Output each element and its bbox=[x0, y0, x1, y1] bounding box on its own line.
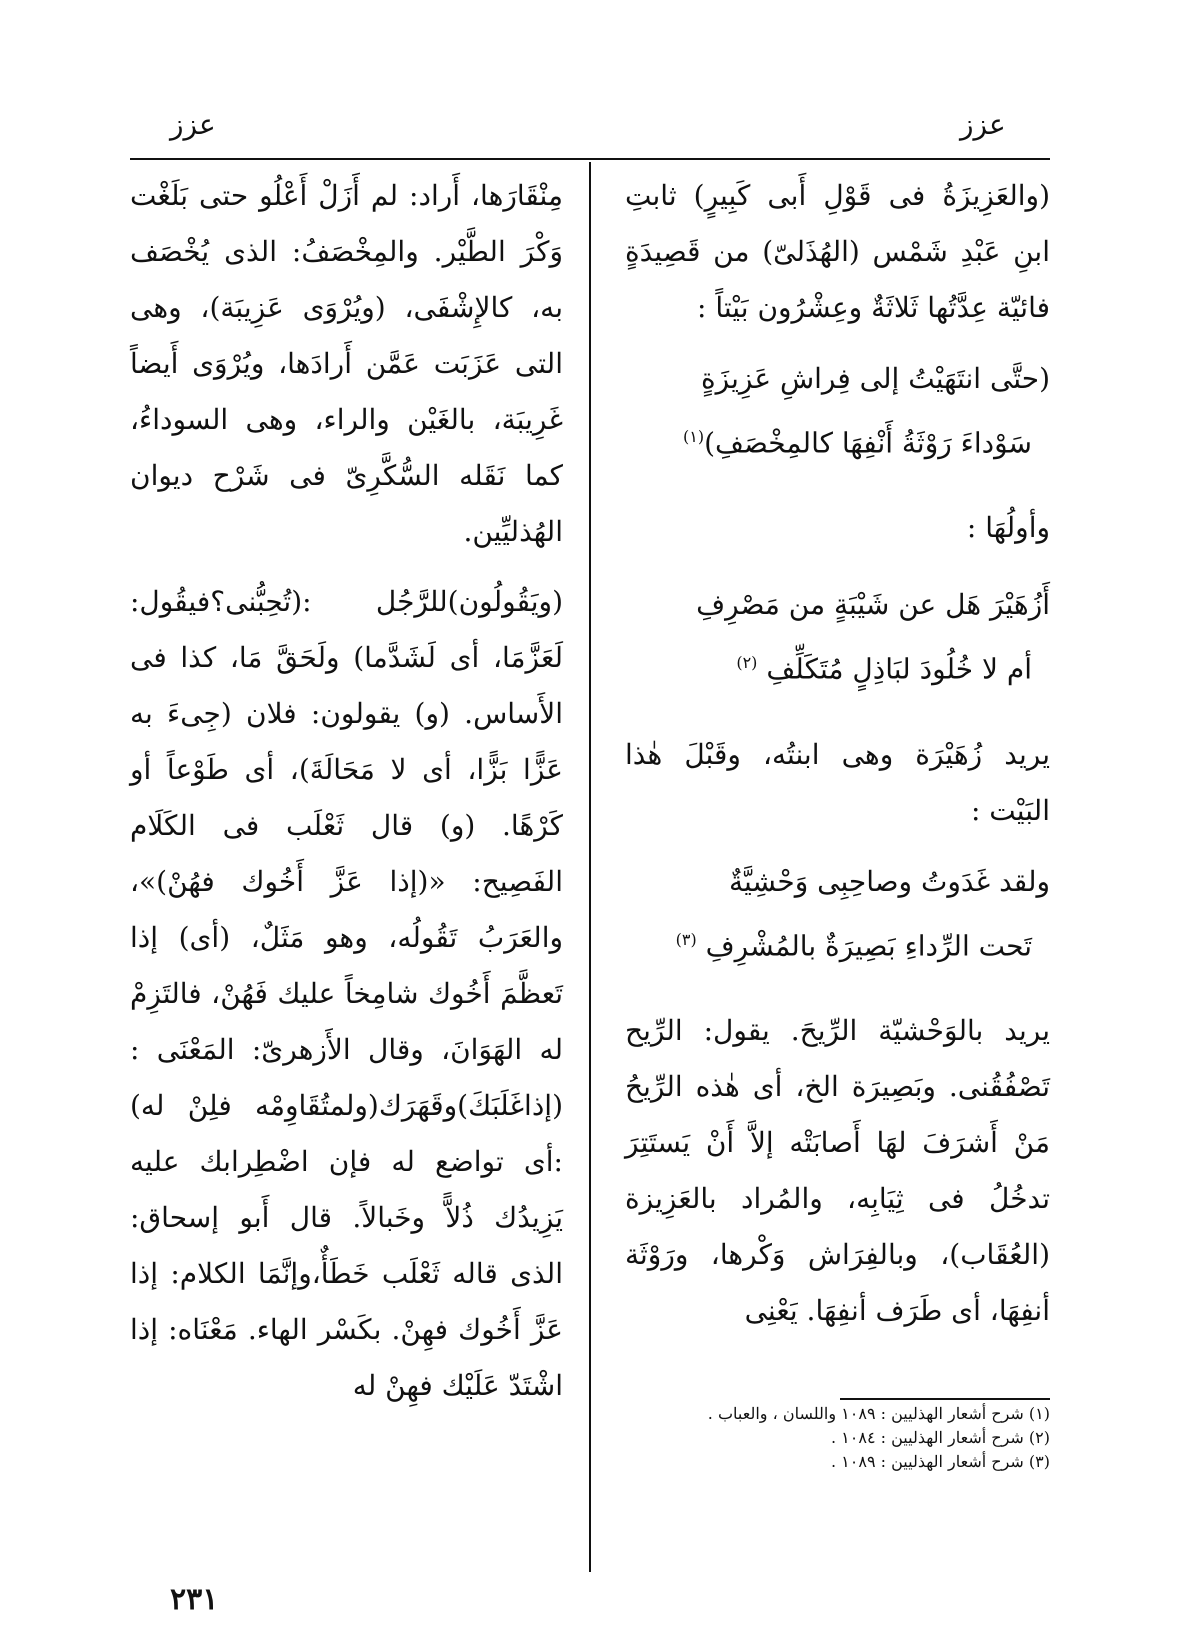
verse-3-second-half: تَحت الرِّداءِ بَصِيرَةٌ بالمُشْرِفِ $^{(٣)}$ bbox=[675, 928, 1032, 962]
verse-1 bbox=[625, 350, 1050, 472]
footnote-rule bbox=[840, 1398, 1050, 1400]
verse-1-first-half: (حتَّى انتَهَيْتُ إلى فِراشِ عَزِيزَةٍ bbox=[700, 362, 1050, 395]
paragraph-minqar: مِنْقَارَها، أَراد: لم أَزَلْ أَعْلُو حتى بَلَغْت وَكْرَ الطَّيْر. والمِخْصَفُ: الذى يُخْصَف به، كالإِشْفَى، (ويُرْوَى عَزِيبَة)، وهى التى عَزَبَت عَمَّن أَرادَها، ويُرْوَى أَيضاً غَرِيبَة، بالغَيْن والراء، وهى السوداءُ، كما نَقَله السُّكَّرِىّ فى شَرْح ديوان الهُذليِّين. bbox=[130, 179, 563, 548]
column-divider bbox=[589, 162, 591, 1572]
entry-intro: (والعَزِيزَةُ فى قَوْلِ أَبى كَبِيرٍ) ثابتِ ابنِ عَبْدِ شَمْس (الهُذَلىّ) من قَصِيدَةٍ فائيّة عِدَّتُها ثَلاثَةٌ وعِشْرُون بَيْتاً : bbox=[625, 179, 1050, 324]
verse-3 bbox=[625, 853, 1050, 975]
footnote-1: (١) شرح أشعار الهذليين : ١٠٨٩ واللسان ، والعباب . bbox=[707, 1404, 1050, 1423]
verse-2-second-half: أم لا خُلُودَ لبَاذِلٍ مُتَكَلِّفِ $^{(٢)}$ bbox=[736, 652, 1032, 686]
footnote-ref-2: (٢) bbox=[736, 653, 758, 673]
footnote-ref-3: (٣) bbox=[675, 929, 697, 949]
verse-3-first-half: ولقد غَدَوتُ وصاحِبِى وَحْشِيَّةٌ bbox=[728, 864, 1050, 898]
verse-1-second-half: سَوْداءَ رَوْثَةُ أَنْفِهَا كالمِخْصَفِ)$^{(١)}$ bbox=[683, 426, 1032, 460]
verse-2 bbox=[625, 576, 1050, 698]
paragraph-azza-akhuka: (ويَقُولُون)للرَّجُل :(تُحِبُّنى؟فيقُول: لَعَزَّمَا، أى لَشَدَّما) ولَحَقَّ مَا، كذا فى الأَساس. (و) يقولون: فلان (جِىءَ به عَزًّا بَزًّا، أى لا مَحَالَةَ)، أى طَوْعاً أو كَرْهًا. (و) قال ثَعْلَب فى الكَلَام الفَصِيح: «(إذا عَزَّ أَخُوك فهُنْ)»، والعَرَبُ تَقُولُه، وهو مَثَلٌ، (أى) إذا تَعظَّمَ أَخُوك شامِخاً عليك فَهُنْ، فالتَزِمْ له الهَوَانَ، وقال الأَزهرىّ: المَعْنَى :(إذاغَلَبَكَ)وقَهَرَك(ولمتُقَاوِمْه فلِنْ له) :أى تواضع له فإن اضْطِرابك عليه يَزِيدُك ذُلاًّ وخَبالاً. قال أَبو إسحاق: الذى قاله ثَعْلَب خَطَأٌ،وإنَّمَا الكلام: إذا عَزَّ أَخُوك فهِنْ. بكَسْر الهاء. مَعْنَاه: إذا اشْتَدّ عَلَيْك فهِنْ له bbox=[130, 585, 563, 1402]
footnote-ref-1: (١) bbox=[683, 427, 705, 446]
left-column bbox=[130, 168, 563, 1428]
header-rule bbox=[130, 158, 1050, 160]
page-number: ٢٣١ bbox=[170, 1582, 219, 1617]
paragraph-wahshiyya: يريد بالوَحْشيّة الرِّيحَ. يقول: الرِّيح تَصْفُقُنى. وبَصِيرَة الخ، أى هٰذه الرِّيحُ مَنْ أَشرَفَ لهَا أَصابَتْه إلاَّ أَنْ يَستَتِرَ تدخُلُ فى ثِيَابِه، والمُراد بالعَزِيزة (العُقَاب)، وبالفِرَاش وَكْرها، ورَوْثَة أنفِهَا، أى طَرَف أنفِهَا. يَعْنِى bbox=[625, 1013, 1050, 1327]
paragraph-zuhayra: يريد زُهَيْرَة وهى ابنتُه، وقَبْلَ هٰذا البَيْت : bbox=[625, 737, 1050, 827]
footnote-3: (٣) شرح أشعار الهذليين : ١٠٨٩ . bbox=[831, 1452, 1050, 1471]
verse-2-first-half: أَزُهَيْرَ هَل عن شَيْبَةٍ من مَصْرِفِ bbox=[696, 588, 1050, 622]
header-title-left: عزز bbox=[170, 108, 216, 141]
right-column bbox=[625, 168, 1050, 1353]
awwaluha-label: وأولُهَا : bbox=[966, 511, 1050, 545]
header-title-right: عزز bbox=[960, 108, 1006, 141]
footnote-2: (٢) شرح أشعار الهذليين : ١٠٨٤ . bbox=[831, 1428, 1050, 1447]
footnotes bbox=[620, 1402, 1050, 1474]
